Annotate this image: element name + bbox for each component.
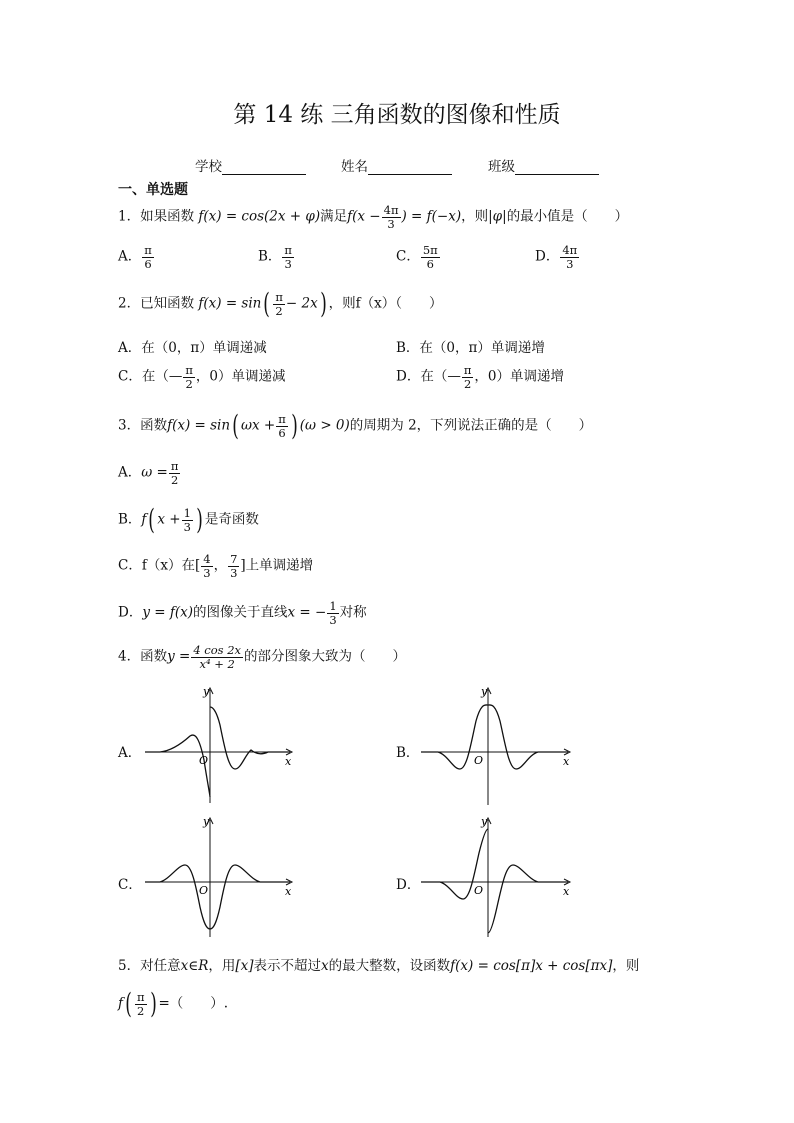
q2-option-b[interactable]: B．在（0，π）单调递增 — [396, 340, 545, 356]
q1-cond-a: f(x − — [347, 208, 381, 225]
q1-cond-b: ) = f(−x) — [401, 208, 462, 225]
class-field — [488, 155, 599, 175]
q3-option-b[interactable]: B．f( x + $\frac{1}{3}$ ) 是奇函数 — [118, 503, 259, 536]
q4-option-d-label[interactable]: D． — [396, 877, 421, 893]
q5-set: x∈R — [180, 958, 209, 974]
q1-option-c[interactable]: C． $\frac{5\pi}{6}$ — [396, 243, 438, 271]
q2-func-b: − 2x — [285, 295, 318, 312]
q3-func-a: f(x) = sin — [167, 417, 231, 434]
q3-number: 3． — [118, 417, 141, 434]
school-blank — [222, 159, 306, 175]
q5-text4: 的最大整数，设函数 — [328, 958, 451, 974]
svg-text:x: x — [563, 755, 570, 768]
q4-prefix: 函数 — [140, 648, 168, 665]
name-label: 姓名 — [341, 159, 368, 175]
q2-number: 2． — [118, 295, 141, 312]
q2-func-a: f(x) = sin — [198, 295, 262, 312]
svg-text:y: y — [481, 815, 488, 828]
q4-option-b-label[interactable]: B． — [396, 745, 420, 761]
question-2: 2．已知函数 f(x) = sin( $\frac{\pi}{2}$ − 2x) ，则f（x）（ ） — [118, 287, 443, 320]
q2-option-c[interactable]: C．在（— $\frac{\pi}{2}$ ，0）单调递减 — [118, 363, 286, 391]
name-field — [341, 155, 452, 175]
q2-option-d[interactable]: D．在（— $\frac{\pi}{2}$ ，0）单调递增 — [396, 363, 564, 391]
section-heading: 一、单选题 — [118, 182, 188, 198]
q3-option-a[interactable]: A．ω = $\frac{\pi}{2}$ — [118, 459, 179, 487]
q1-prefix: 如果函数 — [140, 208, 195, 225]
q4-suffix: 的部分图象大致为（ ） — [244, 648, 407, 665]
q5-number: 5． — [118, 958, 141, 974]
q2-fraction: $\frac{\pi}{2}$ — [275, 289, 283, 318]
q3-suffix: 的周期为 2，下列说法正确的是（ ） — [349, 417, 593, 434]
svg-text:y: y — [203, 815, 210, 828]
q5-ask-f: f — [118, 995, 123, 1012]
svg-text:O: O — [199, 884, 209, 897]
q5-ask-fraction: $\frac{\pi}{2}$ — [136, 989, 145, 1018]
svg-text:O: O — [474, 754, 484, 767]
q2-tail: f（x）（ ） — [355, 295, 443, 312]
q5-text2: ，用 — [208, 958, 236, 974]
class-blank — [515, 159, 599, 175]
q4-func: y = — [167, 648, 191, 665]
svg-text:x: x — [285, 755, 292, 768]
school-label: 学校 — [195, 159, 222, 175]
q3-prefix: 函数 — [140, 417, 168, 434]
school-field — [195, 155, 306, 175]
q5-text5: ，则 — [612, 958, 640, 974]
q1-number: 1． — [118, 208, 141, 225]
name-blank — [368, 159, 452, 175]
q1-option-d[interactable]: D． $\frac{4\pi}{3}$ — [535, 243, 578, 271]
q2-option-a[interactable]: A．在（0，π）单调递减 — [118, 340, 267, 356]
question-5 — [118, 954, 639, 974]
class-label: 班级 — [488, 159, 515, 175]
q5-ask-tail: =（ ）. — [158, 995, 229, 1012]
q4-option-c-label[interactable]: C． — [118, 877, 142, 893]
svg-text:x: x — [285, 885, 292, 898]
graph-c[interactable] — [140, 815, 300, 940]
q3-fraction: $\frac{\pi}{6}$ — [278, 411, 286, 440]
q5-floor: [x] — [235, 958, 254, 974]
svg-text:O: O — [199, 754, 209, 767]
question-3: 3．函数f(x) = sin( ωx + $\frac{\pi}{6}$ ) (ω > 0)的周期为 2，下列说法正确的是（ ） — [118, 409, 593, 442]
q4-number: 4． — [118, 648, 141, 665]
q2-suffix: ，则 — [328, 295, 356, 312]
graph-a[interactable] — [140, 685, 300, 810]
graph-d[interactable] — [418, 815, 578, 940]
q2-prefix: 已知函数 — [140, 295, 195, 312]
q1-option-a[interactable]: A． $\frac{\pi}{6}$ — [118, 243, 152, 271]
q1-abs-phi: |φ| — [488, 208, 507, 225]
q3-func-b: ωx + — [241, 417, 276, 434]
q5-text1: 对任意 — [140, 958, 181, 974]
q3-option-d[interactable]: D．y = f(x)的图像关于直线x = − $\frac{1}{3}$ 对称 — [118, 599, 367, 627]
q3-condition: (ω > 0) — [299, 417, 350, 434]
q5-text3: 表示不超过 — [253, 958, 322, 974]
question-4 — [118, 644, 406, 670]
q1-suffix: 的最小值是（ ） — [506, 208, 629, 225]
question-1 — [118, 204, 628, 230]
svg-text:O: O — [474, 884, 484, 897]
graph-b[interactable] — [418, 685, 578, 810]
svg-text:x: x — [563, 885, 570, 898]
q1-option-b[interactable]: B． $\frac{\pi}{3}$ — [258, 243, 292, 271]
q3-option-c[interactable]: C．f（x）在[ $\frac{4}{3}$ ， $\frac{7}{3}$ ]上单调递增 — [118, 552, 314, 580]
q1-mid1: 满足 — [320, 208, 348, 225]
q4-option-a-label[interactable]: A． — [118, 745, 142, 761]
q4-fraction: $\frac{4 \cos 2x}{\text{x⁴ + 2}}$ — [193, 643, 242, 671]
page-title: 第 14 练 三角函数的图像和性质 — [233, 102, 561, 128]
question-5-ask: f( $\frac{\pi}{2}$ ) =（ ）. — [118, 987, 229, 1020]
q1-mid2: ，则 — [461, 208, 489, 225]
q1-function: f(x) = cos(2x + φ) — [198, 208, 321, 225]
q1-cond-fraction: $\frac{4\pi}{3}$ — [383, 203, 399, 231]
svg-text:y: y — [481, 685, 488, 698]
q5-x: x — [321, 958, 329, 974]
q5-function: f(x) = cos[π]x + cos[πx] — [450, 958, 613, 974]
svg-text:y: y — [203, 685, 210, 698]
